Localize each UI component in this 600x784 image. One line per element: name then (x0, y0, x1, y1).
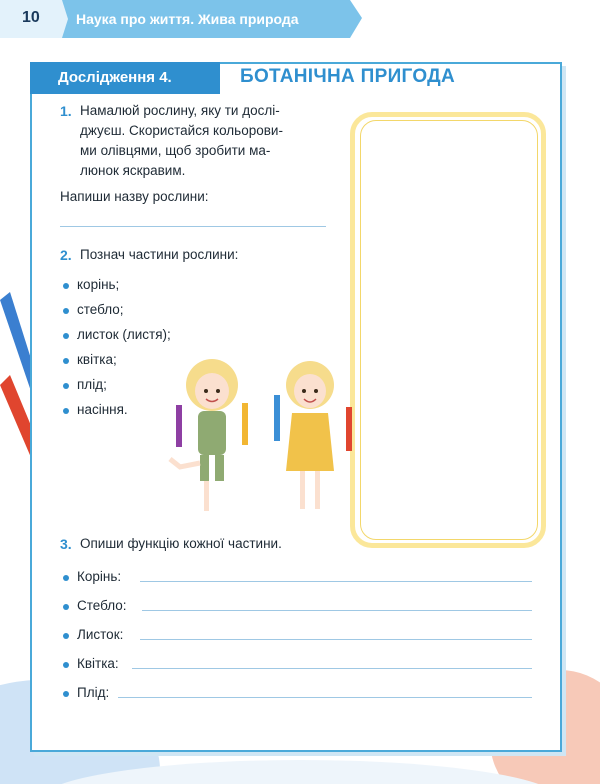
task3-prompt: Опиши функцію кожної частини. (80, 536, 282, 551)
plant-name-prompt: Напиши назву рослини: (60, 189, 209, 204)
bullet-icon (63, 633, 69, 639)
task1-line-4: люнок яскравим. (80, 163, 186, 178)
bullet-icon (63, 308, 69, 314)
bullet-icon (63, 691, 69, 697)
header-title: Наука про життя. Жива природа (76, 11, 299, 27)
task1-line-3: ми олівцями, щоб зробити ма- (80, 143, 271, 158)
part-item: листок (листя); (77, 327, 171, 342)
part-item: корінь; (77, 277, 120, 292)
part-item: квітка; (77, 352, 117, 367)
children-illustration (160, 355, 360, 525)
section-tab-label: Дослідження 4. (58, 69, 172, 86)
part-item: стебло; (77, 302, 124, 317)
task1-line-1: Намалюй рослину, яку ти дослі- (80, 103, 280, 118)
task3-number: 3. (60, 536, 72, 552)
part-item: плід; (77, 377, 107, 392)
function-label: Листок: (77, 627, 124, 642)
bullet-icon (63, 383, 69, 389)
bullet-icon (63, 575, 69, 581)
task1-line-2: джуєш. Скористайся кольорови- (80, 123, 283, 138)
function-label: Квітка: (77, 656, 119, 671)
task2-number: 2. (60, 247, 72, 263)
bullet-icon (63, 604, 69, 610)
drawing-frame-inner (360, 120, 538, 540)
function-answer-line[interactable] (142, 610, 532, 611)
function-answer-line[interactable] (118, 697, 532, 698)
function-answer-line[interactable] (140, 639, 532, 640)
function-answer-line[interactable] (132, 668, 532, 669)
section-title: БОТАНІЧНА ПРИГОДА (240, 66, 456, 87)
bullet-icon (63, 662, 69, 668)
bullet-icon (63, 408, 69, 414)
part-item: насіння. (77, 402, 128, 417)
task1-number: 1. (60, 103, 72, 119)
function-answer-line[interactable] (140, 581, 532, 582)
plant-name-answer-line[interactable] (60, 226, 326, 227)
function-label: Стебло: (77, 598, 127, 613)
function-label: Плід: (77, 685, 110, 700)
task2-prompt: Познач частини рослини: (80, 247, 239, 262)
function-label: Корінь: (77, 569, 122, 584)
page-number: 10 (22, 9, 40, 26)
bullet-icon (63, 333, 69, 339)
bullet-icon (63, 283, 69, 289)
bullet-icon (63, 358, 69, 364)
